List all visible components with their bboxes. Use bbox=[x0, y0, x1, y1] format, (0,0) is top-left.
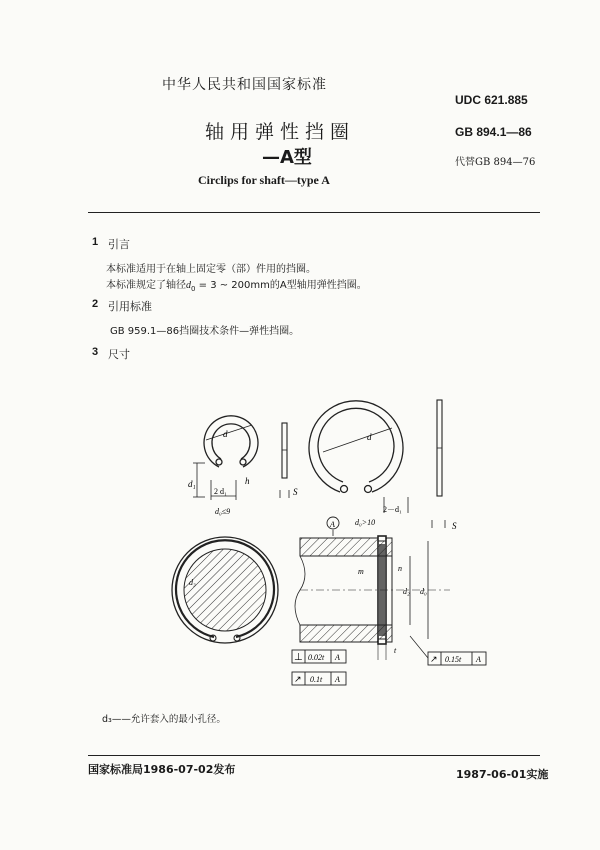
assembly-front-view bbox=[172, 537, 278, 643]
scope-symbol: d bbox=[186, 280, 191, 291]
section-2-number: 2 bbox=[92, 298, 99, 310]
document-title: 轴用弹性挡圈 bbox=[205, 121, 356, 143]
section-3-number: 3 bbox=[92, 346, 99, 358]
section-2-paragraph-1: GB 959.1—86挡圈技术条件—弹性挡圈。 bbox=[110, 326, 300, 337]
tol-runout2-value: 0.15t bbox=[445, 655, 462, 664]
section-1-title: 引言 bbox=[108, 238, 130, 251]
shaft-t-label: t bbox=[394, 646, 397, 655]
small-caption: d₀≤9 bbox=[215, 507, 231, 516]
bottom-divider bbox=[88, 755, 540, 756]
document-subtitle: —A型 bbox=[262, 147, 312, 168]
shaft-m-label: m bbox=[358, 567, 364, 576]
shaft-d0-label: d₀ bbox=[420, 587, 427, 596]
tol-runout1-ref: A bbox=[335, 675, 340, 684]
small-d1-label: d₁ bbox=[188, 479, 196, 489]
tol-runout2-symbol: ↗ bbox=[430, 654, 438, 664]
large-caption: d₀>10 bbox=[355, 518, 376, 527]
small-s-label: S bbox=[293, 487, 298, 497]
footnote: d₃——允许套入的最小孔径。 bbox=[102, 714, 226, 725]
small-h-label: h bbox=[245, 476, 250, 486]
tol-perp-ref: A bbox=[335, 653, 340, 662]
tol-perp-value: 0.02t bbox=[308, 653, 325, 662]
shaft-n-label: n bbox=[398, 564, 402, 573]
datum-a-label: A bbox=[330, 520, 335, 529]
shaft-d3-label: d₃ bbox=[189, 578, 196, 587]
small-d-label: d bbox=[223, 429, 228, 439]
standard-number: GB 894.1—86 bbox=[455, 125, 532, 139]
section-1-paragraph-1: 本标准适用于在轴上固定零（部）件用的挡圈。 bbox=[106, 264, 316, 275]
replaces-note: 代替GB 894—76 bbox=[455, 157, 536, 168]
section-1-number: 1 bbox=[92, 236, 99, 248]
section-3-title: 尺寸 bbox=[108, 348, 130, 361]
effective-date: 1987-06-01实施 bbox=[456, 768, 549, 781]
tol-runout1-value: 0.1t bbox=[310, 675, 323, 684]
issue-date: 国家标准局1986-07-02发布 bbox=[88, 763, 236, 776]
large-2d1-label: 2－d₁ bbox=[383, 505, 402, 514]
national-standard-heading: 中华人民共和国国家标准 bbox=[162, 77, 327, 93]
tol-runout2-ref: A bbox=[476, 655, 481, 664]
scope-prefix: 本标准规定了轴径 bbox=[106, 280, 186, 291]
large-d-label: d bbox=[367, 432, 372, 442]
tol-perp-symbol: ⊥ bbox=[294, 652, 303, 663]
small-2d1-label: 2 d₁ bbox=[214, 487, 227, 496]
small-circlip-view bbox=[193, 416, 289, 500]
english-title: Circlips for shaft—type A bbox=[198, 173, 330, 187]
scope-subscript: 0 bbox=[191, 285, 196, 293]
shaft-d2-label: d₂ bbox=[403, 587, 410, 596]
section-2-title: 引用标准 bbox=[108, 300, 152, 313]
scope-suffix: = 3 ~ 200mm的A型轴用弹性挡圈。 bbox=[195, 280, 367, 291]
tol-runout1-symbol: ↗ bbox=[294, 674, 302, 684]
large-circlip-view bbox=[309, 400, 445, 528]
udc-code: UDC 621.885 bbox=[455, 93, 528, 107]
large-s-label: S bbox=[452, 521, 457, 531]
